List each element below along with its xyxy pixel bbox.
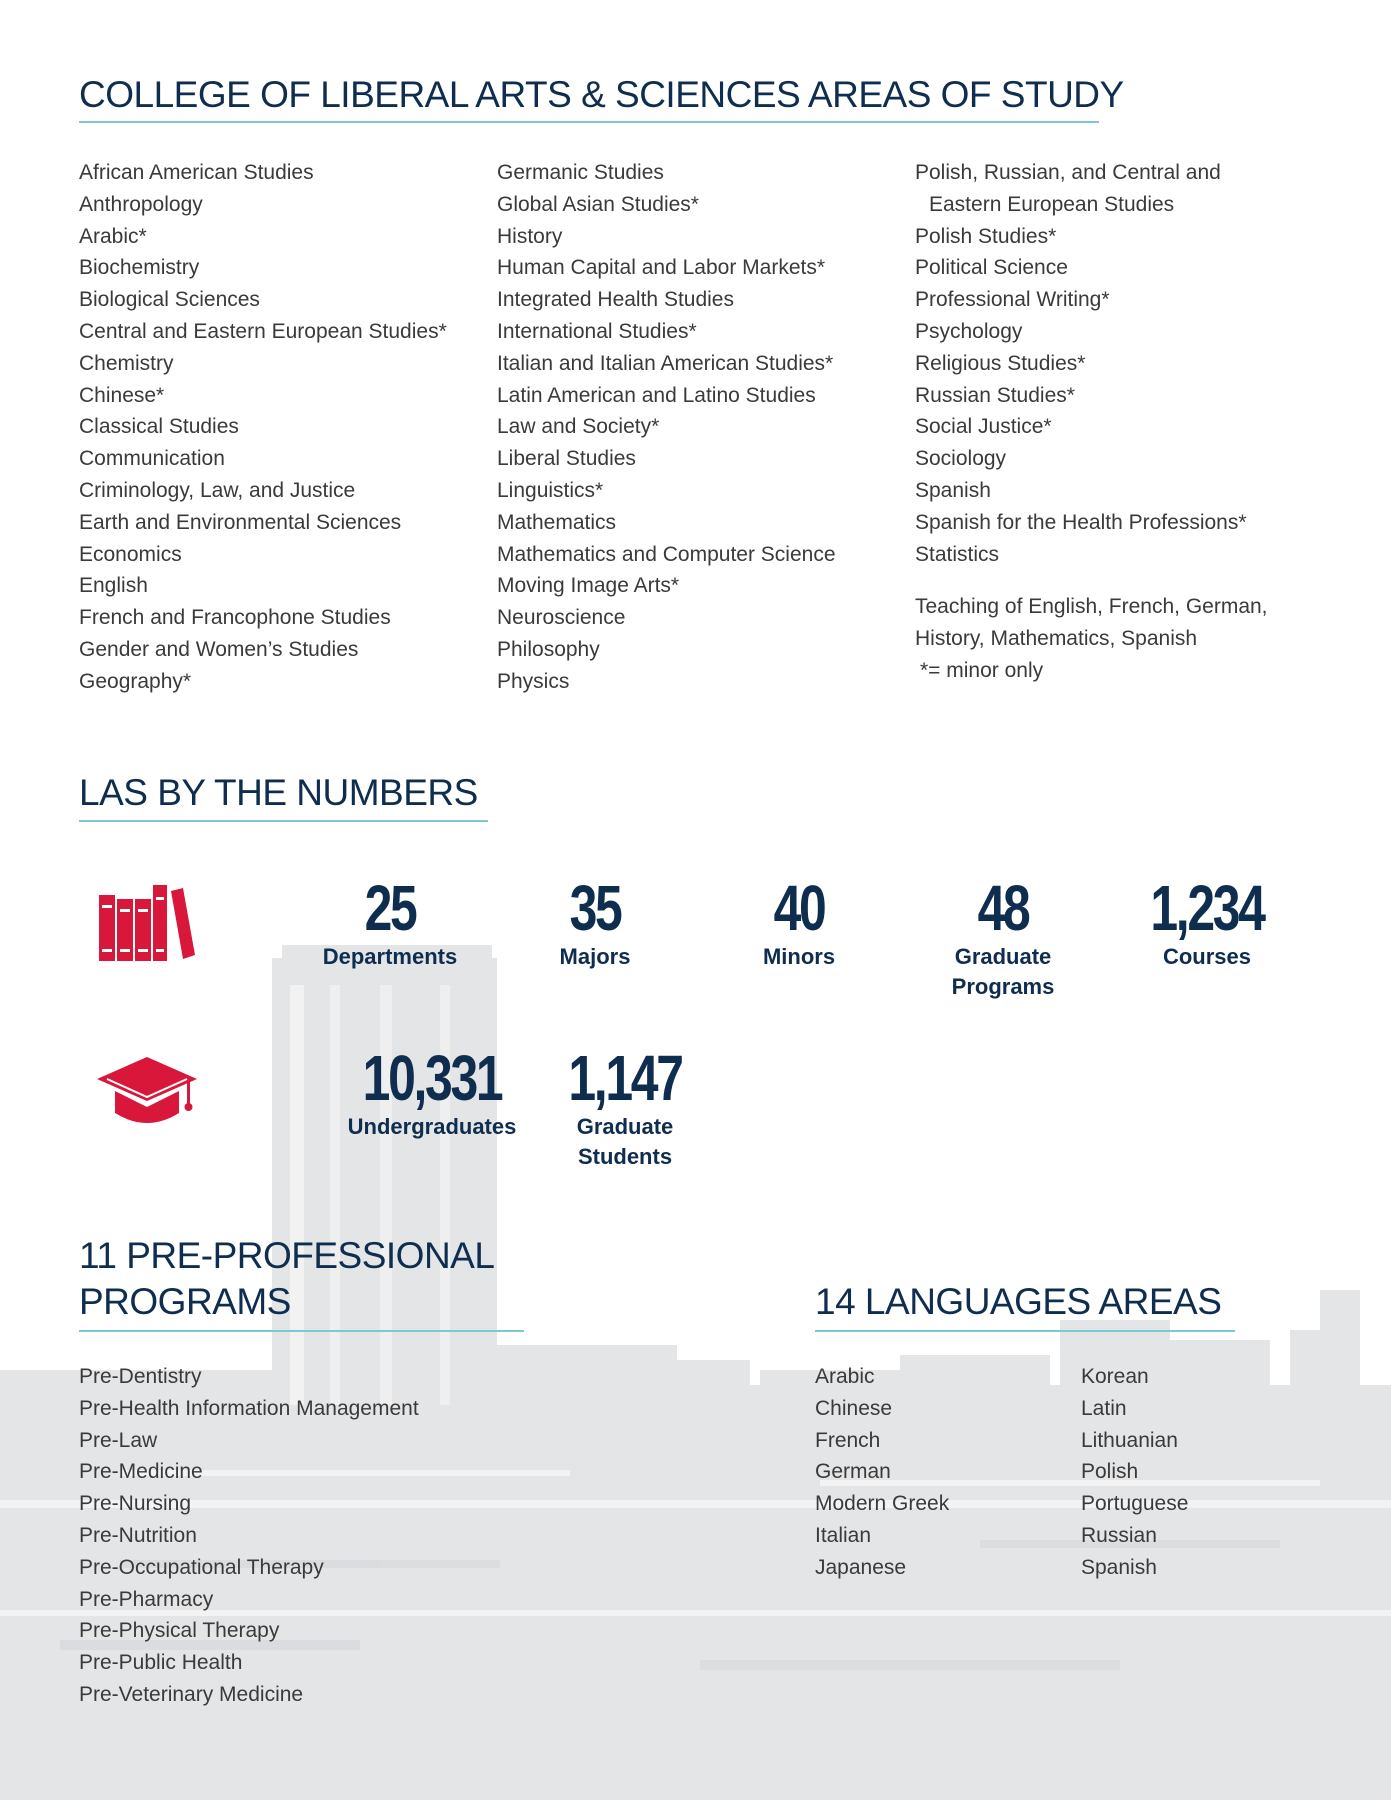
- list-item: Pre-Dentistry: [79, 1365, 202, 1388]
- list-item: Moving Image Arts*: [497, 574, 680, 598]
- list-item: Liberal Studies: [497, 447, 636, 471]
- list-item: Korean: [1081, 1365, 1149, 1388]
- list-item: Geography*: [79, 669, 192, 693]
- list-item: German: [815, 1460, 891, 1484]
- title-line: PROGRAMS: [79, 1281, 291, 1322]
- pre-professional-title-rule: [79, 1330, 524, 1332]
- stat-label: Graduate: [954, 944, 1052, 969]
- teaching-note-line: History, Mathematics, Spanish: [915, 626, 1198, 650]
- stat-label: Undergraduates: [347, 1114, 517, 1139]
- list-item: Germanic Studies: [497, 161, 664, 184]
- languages-title: 14 LANGUAGES AREAS: [815, 1281, 1222, 1322]
- list-item: Economics: [79, 542, 182, 566]
- list-item: Chinese*: [79, 383, 165, 407]
- stat-label: Graduate: [576, 1114, 674, 1139]
- list-item: Pre-Medicine: [79, 1460, 203, 1484]
- list-item: Russian Studies*: [915, 383, 1075, 407]
- areas-column-1: [79, 157, 447, 698]
- list-item: Global Asian Studies*: [497, 192, 699, 216]
- teaching-note-line: Teaching of English, French, German,: [915, 595, 1268, 618]
- areas-title-rule: [79, 121, 1099, 123]
- list-item: History: [497, 224, 563, 248]
- list-item: Pre-Nursing: [79, 1492, 192, 1516]
- stat-value: 1,234: [1150, 872, 1264, 944]
- list-item: Pre-Health Information Management: [79, 1396, 419, 1420]
- stat-minors: [699, 872, 899, 972]
- list-item: Professional Writing*: [915, 288, 1110, 312]
- list-item: French: [815, 1428, 881, 1452]
- languages-column-1: [815, 1361, 949, 1584]
- stat-value: 48: [977, 872, 1029, 944]
- list-item: Pre-Occupational Therapy: [79, 1555, 324, 1579]
- list-item: Pre-Nutrition: [79, 1523, 197, 1547]
- list-item: Spanish for the Health Professions*: [915, 510, 1247, 534]
- list-item: Portuguese: [1081, 1492, 1189, 1516]
- list-item: Central and Eastern European Studies*: [79, 319, 447, 343]
- stat-value: 1,147: [568, 1042, 682, 1114]
- list-item: Modern Greek: [815, 1492, 950, 1516]
- list-item: Statistics: [915, 542, 1000, 566]
- list-item: African American Studies: [79, 161, 314, 184]
- graduation-cap-icon: [97, 1057, 197, 1127]
- list-item: Eastern European Studies: [929, 192, 1175, 216]
- list-item: Criminology, Law, and Justice: [79, 478, 356, 502]
- stat-value: 10,331: [362, 1042, 502, 1114]
- list-item: Polish Studies*: [915, 224, 1057, 248]
- list-item: Spanish: [1081, 1555, 1157, 1579]
- stat-label: Students: [577, 1144, 673, 1169]
- stat-majors: [495, 872, 695, 972]
- stat-value: 25: [364, 872, 416, 944]
- list-item: Latin American and Latino Studies: [497, 383, 816, 407]
- list-item: Law and Society*: [497, 415, 660, 439]
- list-item: Classical Studies: [79, 415, 239, 439]
- list-item: Social Justice*: [915, 415, 1052, 439]
- list-item: Philosophy: [497, 637, 600, 661]
- list-item: Earth and Environmental Sciences: [79, 510, 402, 534]
- list-item: Gender and Women’s Studies: [79, 637, 359, 661]
- list-item: Polish, Russian, and Central and: [915, 161, 1221, 184]
- list-item: Pre-Physical Therapy: [79, 1619, 280, 1643]
- list-item: Anthropology: [79, 192, 203, 216]
- stat-label: Courses: [1162, 944, 1252, 969]
- numbers-title-rule: [79, 820, 488, 822]
- pre-professional-list: [79, 1361, 419, 1711]
- list-item: Neuroscience: [497, 606, 626, 630]
- list-item: Arabic*: [79, 224, 147, 248]
- list-item: Spanish: [915, 478, 991, 502]
- teaching-note: [915, 591, 1268, 686]
- stat-departments: [290, 872, 490, 972]
- list-item: Chemistry: [79, 351, 174, 375]
- languages-column-2: [1081, 1361, 1188, 1584]
- list-item: Arabic: [815, 1365, 875, 1388]
- list-item: Human Capital and Labor Markets*: [497, 256, 826, 280]
- areas-of-study-title: COLLEGE OF LIBERAL ARTS & SCIENCES AREAS OF STUDY: [79, 74, 1124, 115]
- stat-graduate-students: [525, 1042, 725, 1172]
- list-item: Sociology: [915, 447, 1007, 471]
- list-item: Integrated Health Studies: [497, 288, 734, 312]
- stat-label: Majors: [559, 944, 631, 969]
- stat-label: Minors: [762, 944, 836, 969]
- list-item: Russian: [1081, 1523, 1157, 1547]
- list-item: Italian and Italian American Studies*: [497, 351, 834, 375]
- list-item: Pre-Law: [79, 1428, 158, 1452]
- list-item: Religious Studies*: [915, 351, 1086, 375]
- list-item: Psychology: [915, 319, 1023, 343]
- title-line: 11 PRE-PROFESSIONAL: [79, 1235, 495, 1276]
- list-item: Mathematics: [497, 510, 617, 534]
- list-item: Pre-Pharmacy: [79, 1587, 214, 1611]
- minor-only-footnote: *= minor only: [920, 658, 1044, 682]
- areas-column-2: [497, 157, 836, 698]
- list-item: Biochemistry: [79, 256, 200, 280]
- list-item: Mathematics and Computer Science: [497, 542, 836, 566]
- books-icon: [99, 885, 195, 961]
- stat-value: 35: [569, 872, 621, 944]
- list-item: International Studies*: [497, 319, 697, 343]
- list-item: Linguistics*: [497, 478, 604, 502]
- list-item: Lithuanian: [1081, 1428, 1178, 1452]
- areas-column-3: [915, 157, 1247, 570]
- list-item: French and Francophone Studies: [79, 606, 391, 630]
- list-item: Pre-Veterinary Medicine: [79, 1682, 304, 1706]
- list-item: Communication: [79, 447, 225, 471]
- list-item: Political Science: [915, 256, 1068, 280]
- list-item: Pre-Public Health: [79, 1651, 243, 1675]
- stat-courses: [1107, 872, 1307, 972]
- list-item: Japanese: [815, 1555, 907, 1579]
- languages-title-rule: [815, 1330, 1235, 1332]
- stat-label: Programs: [951, 974, 1055, 999]
- list-item: Physics: [497, 669, 570, 693]
- list-item: Polish: [1081, 1460, 1139, 1484]
- stat-value: 40: [773, 872, 825, 944]
- list-item: Biological Sciences: [79, 288, 260, 312]
- list-item: Chinese: [815, 1396, 893, 1420]
- stat-label: Departments: [322, 944, 458, 969]
- pre-professional-title: [79, 1233, 494, 1325]
- stat-undergraduates: [332, 1042, 532, 1142]
- stat-graduate-programs: [903, 872, 1103, 1002]
- list-item: English: [79, 574, 148, 598]
- list-item: Italian: [815, 1523, 872, 1547]
- list-item: Latin: [1081, 1396, 1127, 1420]
- numbers-title: LAS BY THE NUMBERS: [79, 772, 478, 813]
